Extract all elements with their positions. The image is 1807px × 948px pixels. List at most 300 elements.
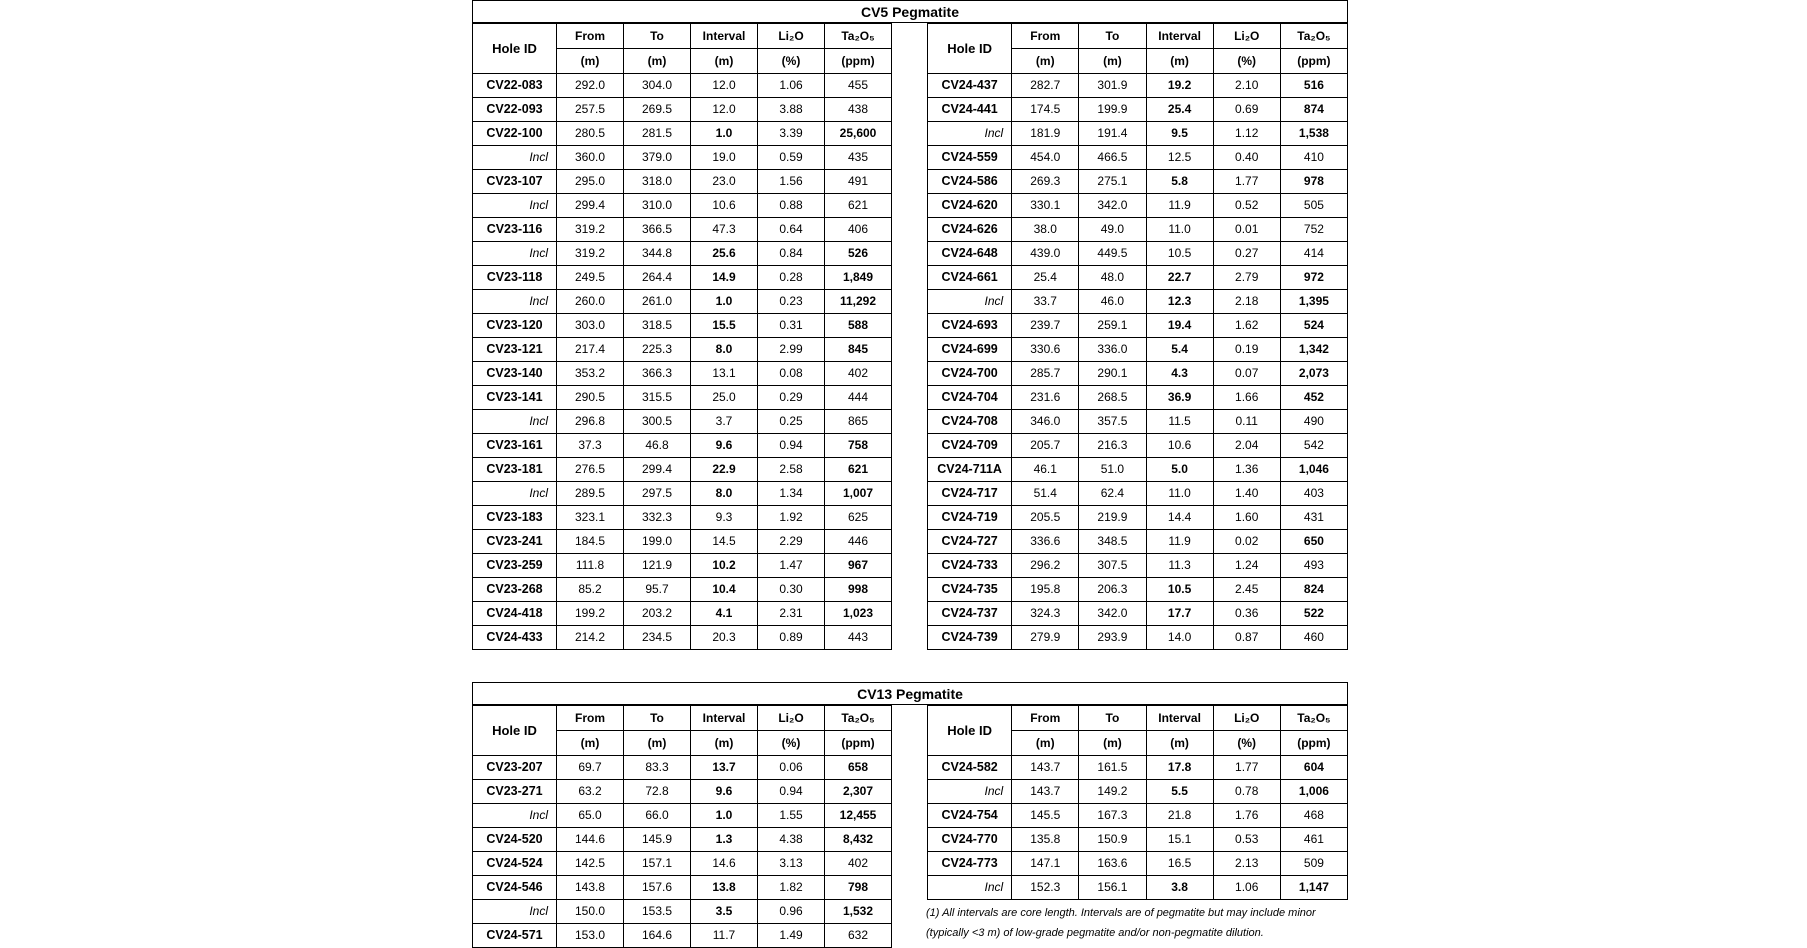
hole-id-cell: CV24-739: [928, 626, 1012, 650]
hole-id-cell: CV24-582: [928, 756, 1012, 780]
hole-id-cell: CV24-586: [928, 170, 1012, 194]
value-cell: 275.1: [1079, 170, 1146, 194]
incl-label: Incl: [473, 194, 557, 218]
value-cell: 357.5: [1079, 410, 1146, 434]
header-unit: (%): [758, 731, 825, 756]
value-cell: 438: [825, 98, 892, 122]
value-cell: 466.5: [1079, 146, 1146, 170]
value-cell: 152.3: [1012, 876, 1079, 900]
table-row: [928, 74, 1348, 98]
value-cell: 3.13: [758, 852, 825, 876]
value-cell: 346.0: [1012, 410, 1079, 434]
footnote: [926, 903, 1356, 943]
value-cell: 13.8: [691, 876, 758, 900]
value-cell: 36.9: [1146, 386, 1213, 410]
table-row: [473, 122, 892, 146]
table-row: [473, 194, 892, 218]
value-cell: 967: [825, 554, 892, 578]
header-unit: (%): [1213, 49, 1280, 74]
hole-id-cell: CV23-161: [473, 434, 557, 458]
hole-id-cell: CV22-100: [473, 122, 557, 146]
value-cell: 10.2: [691, 554, 758, 578]
value-cell: 191.4: [1079, 122, 1146, 146]
hole-id-cell: CV23-183: [473, 506, 557, 530]
value-cell: 461: [1280, 828, 1347, 852]
value-cell: 0.25: [758, 410, 825, 434]
footnote-line-1: (1) All intervals are core length. Intervals are of pegmatite but may include minor: [926, 907, 1316, 919]
value-cell: 798: [825, 876, 892, 900]
incl-label: Incl: [473, 290, 557, 314]
table-row: [928, 122, 1348, 146]
value-cell: 0.94: [758, 780, 825, 804]
table-row: [928, 458, 1348, 482]
value-cell: 249.5: [557, 266, 624, 290]
table-row: [473, 876, 892, 900]
value-cell: 203.2: [624, 602, 691, 626]
table-row: [928, 386, 1348, 410]
hole-id-cell: CV22-083: [473, 74, 557, 98]
value-cell: 199.2: [557, 602, 624, 626]
table-row: [473, 780, 892, 804]
header-hole-id: Hole ID: [928, 706, 1012, 756]
value-cell: 2.13: [1213, 852, 1280, 876]
value-cell: 231.6: [1012, 386, 1079, 410]
value-cell: 281.5: [624, 122, 691, 146]
cv13-title: CV13 Pegmatite: [472, 682, 1348, 705]
header-unit: (m): [1146, 731, 1213, 756]
value-cell: 410: [1280, 146, 1347, 170]
header-label: Li₂O: [758, 706, 825, 731]
value-cell: 1.0: [691, 290, 758, 314]
value-cell: 4.38: [758, 828, 825, 852]
value-cell: 11.9: [1146, 530, 1213, 554]
cv5-title: CV5 Pegmatite: [472, 0, 1348, 23]
value-cell: 72.8: [624, 780, 691, 804]
value-cell: 752: [1280, 218, 1347, 242]
table-row: [473, 506, 892, 530]
value-cell: 0.94: [758, 434, 825, 458]
hole-id-cell: CV24-571: [473, 924, 557, 948]
cv5-left-table: [472, 23, 892, 650]
value-cell: 66.0: [624, 804, 691, 828]
value-cell: 1.77: [1213, 170, 1280, 194]
value-cell: 1.66: [1213, 386, 1280, 410]
value-cell: 145.5: [1012, 804, 1079, 828]
value-cell: 460: [1280, 626, 1347, 650]
value-cell: 219.9: [1079, 506, 1146, 530]
value-cell: 3.5: [691, 900, 758, 924]
table-row: [928, 362, 1348, 386]
table-row: [473, 924, 892, 948]
header-label: Interval: [1146, 706, 1213, 731]
hole-id-cell: CV22-093: [473, 98, 557, 122]
incl-label: Incl: [928, 780, 1012, 804]
value-cell: 5.8: [1146, 170, 1213, 194]
value-cell: 0.88: [758, 194, 825, 218]
hole-id-cell: CV23-121: [473, 338, 557, 362]
header-label: To: [624, 706, 691, 731]
value-cell: 318.0: [624, 170, 691, 194]
value-cell: 49.0: [1079, 218, 1146, 242]
value-cell: 323.1: [557, 506, 624, 530]
value-cell: 319.2: [557, 218, 624, 242]
value-cell: 10.4: [691, 578, 758, 602]
value-cell: 33.7: [1012, 290, 1079, 314]
table-row: [928, 266, 1348, 290]
value-cell: 1,046: [1280, 458, 1347, 482]
value-cell: 150.0: [557, 900, 624, 924]
value-cell: 588: [825, 314, 892, 338]
table-row: [473, 290, 892, 314]
value-cell: 10.5: [1146, 242, 1213, 266]
value-cell: 15.1: [1146, 828, 1213, 852]
value-cell: 181.9: [1012, 122, 1079, 146]
value-cell: 402: [825, 852, 892, 876]
value-cell: 11.3: [1146, 554, 1213, 578]
value-cell: 257.5: [557, 98, 624, 122]
value-cell: 402: [825, 362, 892, 386]
value-cell: 319.2: [557, 242, 624, 266]
value-cell: 625: [825, 506, 892, 530]
value-cell: 493: [1280, 554, 1347, 578]
hole-id-cell: CV23-140: [473, 362, 557, 386]
value-cell: 2.58: [758, 458, 825, 482]
value-cell: 153.5: [624, 900, 691, 924]
table-row: [473, 804, 892, 828]
header-unit: (m): [691, 731, 758, 756]
value-cell: 10.6: [1146, 434, 1213, 458]
value-cell: 978: [1280, 170, 1347, 194]
value-cell: 51.4: [1012, 482, 1079, 506]
value-cell: 157.6: [624, 876, 691, 900]
value-cell: 9.3: [691, 506, 758, 530]
value-cell: 5.0: [1146, 458, 1213, 482]
value-cell: 13.1: [691, 362, 758, 386]
hole-id-cell: CV24-699: [928, 338, 1012, 362]
header-unit: (ppm): [825, 731, 892, 756]
value-cell: 217.4: [557, 338, 624, 362]
value-cell: 516: [1280, 74, 1347, 98]
hole-id-cell: CV24-648: [928, 242, 1012, 266]
hole-id-cell: CV24-770: [928, 828, 1012, 852]
hole-id-cell: CV24-418: [473, 602, 557, 626]
value-cell: 216.3: [1079, 434, 1146, 458]
value-cell: 1,147: [1280, 876, 1347, 900]
value-cell: 199.0: [624, 530, 691, 554]
value-cell: 279.9: [1012, 626, 1079, 650]
value-cell: 1,007: [825, 482, 892, 506]
table-row: [928, 780, 1348, 804]
value-cell: 46.1: [1012, 458, 1079, 482]
header-hole-id: Hole ID: [473, 706, 557, 756]
value-cell: 342.0: [1079, 602, 1146, 626]
value-cell: 452: [1280, 386, 1347, 410]
value-cell: 1.82: [758, 876, 825, 900]
value-cell: 144.6: [557, 828, 624, 852]
value-cell: 366.5: [624, 218, 691, 242]
table-row: [473, 852, 892, 876]
value-cell: 1.06: [758, 74, 825, 98]
value-cell: 5.5: [1146, 780, 1213, 804]
hole-id-cell: CV23-107: [473, 170, 557, 194]
value-cell: 296.8: [557, 410, 624, 434]
value-cell: 604: [1280, 756, 1347, 780]
table-row: [473, 828, 892, 852]
table-row: [928, 242, 1348, 266]
value-cell: 1.76: [1213, 804, 1280, 828]
header-unit: (m): [624, 49, 691, 74]
value-cell: 14.6: [691, 852, 758, 876]
header-label: Interval: [1146, 24, 1213, 49]
value-cell: 2,307: [825, 780, 892, 804]
value-cell: 25.0: [691, 386, 758, 410]
value-cell: 290.5: [557, 386, 624, 410]
hole-id-cell: CV24-727: [928, 530, 1012, 554]
value-cell: 3.8: [1146, 876, 1213, 900]
value-cell: 0.87: [1213, 626, 1280, 650]
value-cell: 2.79: [1213, 266, 1280, 290]
value-cell: 19.0: [691, 146, 758, 170]
table-row: [928, 434, 1348, 458]
value-cell: 0.23: [758, 290, 825, 314]
header-label: Ta₂O₅: [825, 24, 892, 49]
table-row: [473, 386, 892, 410]
value-cell: 19.2: [1146, 74, 1213, 98]
value-cell: 48.0: [1079, 266, 1146, 290]
value-cell: 1,538: [1280, 122, 1347, 146]
value-cell: 1,395: [1280, 290, 1347, 314]
value-cell: 147.1: [1012, 852, 1079, 876]
value-cell: 318.5: [624, 314, 691, 338]
value-cell: 0.06: [758, 756, 825, 780]
value-cell: 300.5: [624, 410, 691, 434]
value-cell: 1,532: [825, 900, 892, 924]
hole-id-cell: CV24-719: [928, 506, 1012, 530]
hole-id-cell: CV24-524: [473, 852, 557, 876]
value-cell: 214.2: [557, 626, 624, 650]
table-row: [928, 530, 1348, 554]
value-cell: 150.9: [1079, 828, 1146, 852]
value-cell: 234.5: [624, 626, 691, 650]
header-label: From: [1012, 706, 1079, 731]
value-cell: 153.0: [557, 924, 624, 948]
hole-id-cell: CV24-693: [928, 314, 1012, 338]
value-cell: 414: [1280, 242, 1347, 266]
value-cell: 10.6: [691, 194, 758, 218]
value-cell: 164.6: [624, 924, 691, 948]
value-cell: 69.7: [557, 756, 624, 780]
value-cell: 11,292: [825, 290, 892, 314]
value-cell: 1.49: [758, 924, 825, 948]
hole-id-cell: CV24-620: [928, 194, 1012, 218]
value-cell: 449.5: [1079, 242, 1146, 266]
value-cell: 22.7: [1146, 266, 1213, 290]
table-row: [928, 290, 1348, 314]
table-row: [473, 554, 892, 578]
value-cell: 1,006: [1280, 780, 1347, 804]
value-cell: 0.11: [1213, 410, 1280, 434]
value-cell: 11.0: [1146, 218, 1213, 242]
value-cell: 206.3: [1079, 578, 1146, 602]
header-label: Li₂O: [758, 24, 825, 49]
value-cell: 336.0: [1079, 338, 1146, 362]
value-cell: 46.0: [1079, 290, 1146, 314]
value-cell: 156.1: [1079, 876, 1146, 900]
header-label: Ta₂O₅: [1280, 706, 1347, 731]
value-cell: 163.6: [1079, 852, 1146, 876]
value-cell: 542: [1280, 434, 1347, 458]
incl-label: Incl: [928, 290, 1012, 314]
value-cell: 174.5: [1012, 98, 1079, 122]
incl-label: Incl: [473, 410, 557, 434]
incl-label: Incl: [473, 900, 557, 924]
value-cell: 1.0: [691, 804, 758, 828]
value-cell: 468: [1280, 804, 1347, 828]
value-cell: 11.7: [691, 924, 758, 948]
value-cell: 0.07: [1213, 362, 1280, 386]
value-cell: 296.2: [1012, 554, 1079, 578]
header-unit: (m): [557, 49, 624, 74]
value-cell: 299.4: [624, 458, 691, 482]
value-cell: 998: [825, 578, 892, 602]
hole-id-cell: CV24-626: [928, 218, 1012, 242]
hole-id-cell: CV24-437: [928, 74, 1012, 98]
header-label: From: [1012, 24, 1079, 49]
value-cell: 0.08: [758, 362, 825, 386]
header-unit: (m): [1079, 731, 1146, 756]
hole-id-cell: CV23-271: [473, 780, 557, 804]
value-cell: 1.56: [758, 170, 825, 194]
value-cell: 1.77: [1213, 756, 1280, 780]
value-cell: 526: [825, 242, 892, 266]
table-row: [473, 218, 892, 242]
hole-id-cell: CV23-259: [473, 554, 557, 578]
value-cell: 344.8: [624, 242, 691, 266]
value-cell: 353.2: [557, 362, 624, 386]
table-row: [473, 530, 892, 554]
table-row: [473, 458, 892, 482]
hole-id-cell: CV24-773: [928, 852, 1012, 876]
table-row: [928, 876, 1348, 900]
value-cell: 522: [1280, 602, 1347, 626]
value-cell: 14.9: [691, 266, 758, 290]
header-unit: (m): [1079, 49, 1146, 74]
value-cell: 1.40: [1213, 482, 1280, 506]
value-cell: 5.4: [1146, 338, 1213, 362]
value-cell: 505: [1280, 194, 1347, 218]
header-label: Ta₂O₅: [1280, 24, 1347, 49]
table-row: [928, 410, 1348, 434]
value-cell: 205.5: [1012, 506, 1079, 530]
hole-id-cell: CV23-207: [473, 756, 557, 780]
value-cell: 2.10: [1213, 74, 1280, 98]
value-cell: 38.0: [1012, 218, 1079, 242]
value-cell: 4.3: [1146, 362, 1213, 386]
value-cell: 95.7: [624, 578, 691, 602]
value-cell: 15.5: [691, 314, 758, 338]
header-unit: (ppm): [1280, 49, 1347, 74]
header-label: Interval: [691, 24, 758, 49]
value-cell: 758: [825, 434, 892, 458]
value-cell: 289.5: [557, 482, 624, 506]
value-cell: 443: [825, 626, 892, 650]
table-row: [928, 506, 1348, 530]
value-cell: 1.0: [691, 122, 758, 146]
value-cell: 1.62: [1213, 314, 1280, 338]
value-cell: 16.5: [1146, 852, 1213, 876]
hole-id-cell: CV24-433: [473, 626, 557, 650]
table-row: [473, 338, 892, 362]
value-cell: 12.0: [691, 74, 758, 98]
value-cell: 25,600: [825, 122, 892, 146]
value-cell: 310.0: [624, 194, 691, 218]
hole-id-cell: CV24-733: [928, 554, 1012, 578]
table-row: [473, 434, 892, 458]
value-cell: 454.0: [1012, 146, 1079, 170]
incl-label: Incl: [928, 876, 1012, 900]
value-cell: 299.4: [557, 194, 624, 218]
value-cell: 143.8: [557, 876, 624, 900]
value-cell: 85.2: [557, 578, 624, 602]
value-cell: 3.39: [758, 122, 825, 146]
value-cell: 0.31: [758, 314, 825, 338]
value-cell: 0.59: [758, 146, 825, 170]
header-label: From: [557, 706, 624, 731]
value-cell: 307.5: [1079, 554, 1146, 578]
value-cell: 0.84: [758, 242, 825, 266]
value-cell: 330.1: [1012, 194, 1079, 218]
value-cell: 9.5: [1146, 122, 1213, 146]
hole-id-cell: CV23-181: [473, 458, 557, 482]
value-cell: 2.31: [758, 602, 825, 626]
value-cell: 10.5: [1146, 578, 1213, 602]
hole-id-cell: CV24-441: [928, 98, 1012, 122]
table-row: [473, 626, 892, 650]
value-cell: 0.89: [758, 626, 825, 650]
header-unit: (m): [624, 731, 691, 756]
value-cell: 315.5: [624, 386, 691, 410]
value-cell: 0.28: [758, 266, 825, 290]
value-cell: 1.36: [1213, 458, 1280, 482]
value-cell: 8.0: [691, 338, 758, 362]
table-row: [473, 410, 892, 434]
incl-label: Incl: [473, 146, 557, 170]
table-row: [928, 828, 1348, 852]
table-row: [473, 266, 892, 290]
value-cell: 491: [825, 170, 892, 194]
value-cell: 199.9: [1079, 98, 1146, 122]
value-cell: 1.24: [1213, 554, 1280, 578]
value-cell: 366.3: [624, 362, 691, 386]
value-cell: 0.69: [1213, 98, 1280, 122]
value-cell: 301.9: [1079, 74, 1146, 98]
table-row: [928, 626, 1348, 650]
value-cell: 276.5: [557, 458, 624, 482]
hole-id-cell: CV24-709: [928, 434, 1012, 458]
hole-id-cell: CV24-708: [928, 410, 1012, 434]
value-cell: 145.9: [624, 828, 691, 852]
cv5-right-table: [927, 23, 1348, 650]
hole-id-cell: CV24-559: [928, 146, 1012, 170]
value-cell: 161.5: [1079, 756, 1146, 780]
hole-id-cell: CV23-116: [473, 218, 557, 242]
value-cell: 2.18: [1213, 290, 1280, 314]
table-row: [928, 602, 1348, 626]
value-cell: 8.0: [691, 482, 758, 506]
value-cell: 37.3: [557, 434, 624, 458]
table-row: [473, 602, 892, 626]
value-cell: 11.5: [1146, 410, 1213, 434]
